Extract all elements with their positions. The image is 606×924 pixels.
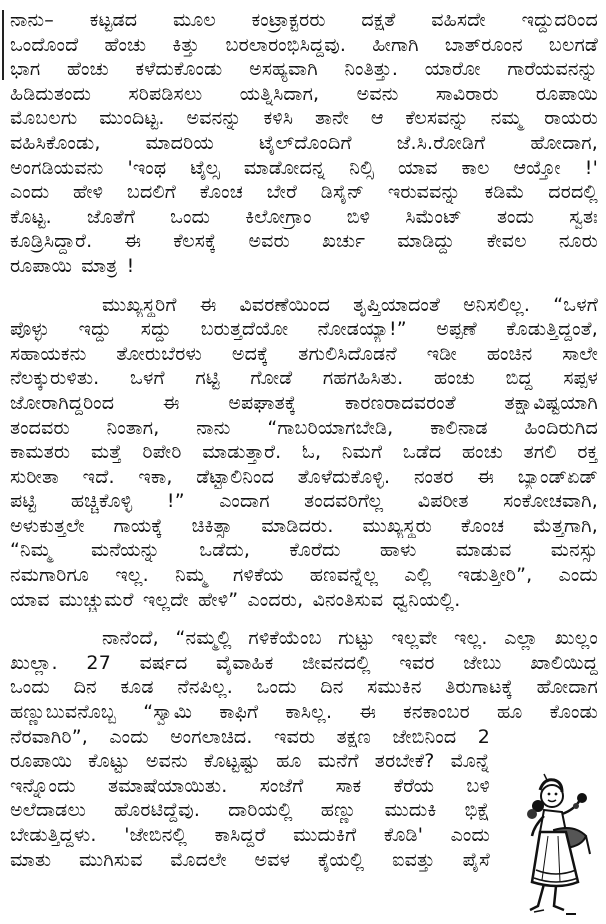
- paragraph-1: [10, 8, 598, 279]
- text-line: ಖುಲ್ಲಾ. 27 ವರ್ಷದ ವೈವಾಹಿಕ ಜೀವನದಲ್ಲಿ ಇವರ ಜೇಬು ಖಾಲಿಯಿದ್ದ: [10, 651, 598, 674]
- text-line: ಬೇಡುತ್ತಿದ್ದಳು. 'ಜೇಬಿನಲ್ಲಿ ಕಾಸಿದ್ದರೆ ಮುದುಕಿಗೆ ಕೊಡಿ' ಎಂದು: [10, 824, 490, 846]
- text-line: ಅಂಗಡಿಯವನು 'ಇಂಥ ಟೈಲ್ಸ ಮಾಡೋದನ್ನ ನಿಲ್ಸಿ ಯಾವ ಕಾಲ ಆಯ್ತೋ !': [10, 156, 598, 179]
- text-line: ವಹಿಸಿಕೊಂಡು, ಮಾದರಿಯ ಟೈಲ್‌ದೊಂದಿಗೆ ಜೆ.ಸಿ.ರೋಡಿಗೆ ಹೋದಾಗ,: [10, 131, 598, 154]
- text-line: ಎಂದು ಹೇಳಿ ಬದಲಿಗೆ ಕೊಂಚ ಬೇರೆ ಡಿಸೈನ್ ಇರುವವನ್ನು ಕಡಿಮೆ ದರದಲ್ಲಿ: [10, 181, 598, 204]
- text-line: ಮಾತು ಮುಗಿಸುವ ಮೊದಲೇ ಅವಳ ಕೈಯಲ್ಲಿ ಐವತ್ತು ಪೈಸೆ: [10, 848, 490, 871]
- text-line: ಸಹಾಯಕನು ತೋರುಬೆರಳು ಅದಕ್ಕೆ ತಗುಲಿಸಿದೊಡನೆ ಇಡೀ ಹಂಚಿನ ಸಾಲೇ: [10, 342, 598, 365]
- text-line: ಇನ್ನೊಂದು ತಮಾಷೆಯಾಯಿತು. ಸಂಜೆಗೆ ಸಾಕ ಕೆರೆಯ ಬಳಿ: [10, 774, 490, 797]
- margin-rule: [2, 10, 4, 80]
- text-line: ತಂದವರು ನಿಂತಾಗ, ನಾನು “ಗಾಬರಿಯಾಗಬೇಡಿ, ಕಾಲಿನಾಡ ಹಿಂದಿರುಗಿದ: [10, 416, 598, 439]
- text-line: ಒಂದು ದಿನ ಕೂಡ ನೆನಪಿಲ್ಲ. ಒಂದು ದಿನ ಸಮುಕಿನ ತಿರುಗಾಟಕ್ಕೆ ಹೋದಾಗ: [10, 676, 598, 699]
- text-line: ನಾನು– ಕಟ್ಟಡದ ಮೂಲ ಕಂಟ್ರಾಕ್ಟರರು ದಕ್ಷತೆ ವಹಿಸದೇ ಇದ್ದುದರಿಂದ: [10, 9, 598, 31]
- text-line: ಪೊಳ್ಳು ಇದ್ದು ಸದ್ದು ಬರುತ್ತದೆಯೋ ನೋಡಯ್ಯಾ!” ಅಪ್ಪಣೆ ಕೊಡುತ್ತಿದ್ದಂತೆ,: [10, 318, 598, 341]
- text-line: ಮುಖ್ಯಸ್ಥರಿಗೆ ಈ ವಿವರಣೆಯಿಂದ ತೃಪ್ತಿಯಾದಂತೆ ಅನಿಸಲಿಲ್ಲ. “ಒಳಗೆ: [102, 293, 598, 316]
- text-line: ನೆರವಾಗಿರಿ”, ಎಂದು ಅಂಗಲಾಚಿದ. ಇವರು ತಕ್ಷಣ ಜೇಬಿನಿಂದ 2: [10, 725, 490, 748]
- text-line: ಅಲೆದಾಡಲು ಹೊರಟಿದ್ದೆವು. ದಾರಿಯಲ್ಲಿ ಹಣ್ಣು ಮುದುಕಿ ಭಿಕ್ಷೆ: [10, 799, 490, 822]
- text-line: ಕಾಮತರು ಮತ್ತೆ ರಿಪೇರಿ ಮಾಡುತ್ತಾರೆ. ಓ, ನಿಮಗೆ ಒಡೆದ ಹಂಚು ತಗಲಿ ರಕ್ತ: [10, 441, 598, 464]
- text-line: ರೂಪಾಯಿ ಮಾತ್ರ !: [10, 254, 135, 277]
- text-line: ಭಾಗ ಹೆಂಚು ಕಳೆದುಕೊಂಡು ಅಸಹ್ಯವಾಗಿ ನಿಂತಿತ್ತು. ಯಾರೋ ಗಾರೆಯವನನ್ನು: [10, 58, 598, 81]
- text-line: ನಮಗಾರಿಗೂ ಇಲ್ಲ. ನಿಮ್ಮ ಗಳಿಕೆಯ ಹಣವನ್ನೆಲ್ಲ ಎಲ್ಲಿ ಇಡುತ್ತೀರಿ”, ಎಂದು: [10, 564, 598, 587]
- text-line: ಪಟ್ಟಿ ಹಚ್ಚಿಕೊಳ್ಳಿ !” ಎಂದಾಗ ತಂದವರಿಗೆಲ್ಲ ವಿಪರೀತ ಸಂಕೋಚವಾಗಿ,: [10, 490, 598, 513]
- text-line: ಕೊಟ್ಟ. ಜೊತೆಗೆ ಒಂದು ಕಿಲೋಗ್ರಾಂ ಬಿಳಿ ಸಿಮೆಂಟ್ ತಂದು ಸ್ವತಃ: [10, 205, 598, 228]
- paragraph-2: [10, 293, 598, 613]
- article-body: [10, 8, 598, 872]
- text-line: ಯಾವ ಮುಚ್ಚುಮರೆ ಇಲ್ಲದೇ ಹೇಳಿ” ಎಂದರು, ವಿನಂತಿಸುವ ಧ್ವನಿಯಲ್ಲಿ.: [10, 588, 461, 611]
- text-line: ಹಿಡಿದುತಂದು ಸರಿಪಡಿಸಲು ಯತ್ನಿಸಿದಾಗ, ಅವನು ಸಾವಿರಾರು ರೂಪಾಯಿ: [10, 82, 598, 105]
- text-line: ಅಳುಕುತ್ತಲೇ ಗಾಯಕ್ಕೆ ಚಿಕಿತ್ಸಾ ಮಾಡಿದರು. ಮುಖ್ಯಸ್ಥರು ಕೊಂಚ ಮೆತ್ತಗಾಗಿ,: [10, 514, 598, 537]
- text-line: ರೂಪಾಯಿ ಕೊಟ್ಟು ಅವನು ಕೊಟ್ಟಷ್ಟು ಹೂ ಮನೆಗೆ ತರಬೇಕೆ? ಮೊನ್ನೆ: [10, 750, 490, 773]
- dancing-figure-icon: [510, 770, 600, 920]
- text-line: ನೆಲಕ್ಕುರುಳಿತು. ಒಳಗೆ ಗಟ್ಟಿ ಗೋಡೆ ಗಹಗಹಿಸಿತು. ಹಂಚು ಬಿದ್ದ ಸಪ್ಪಳ: [10, 367, 598, 390]
- text-line: ಒಂದೊಂದೆ ಹೆಂಚು ಕಿತ್ತು ಬರಲಾರಂಭಿಸಿದ್ದವು. ಹೀಗಾಗಿ ಬಾತ್‌ರೂಂನ ಬಲಗಡೆ: [10, 33, 598, 56]
- text-line: ಹಣ್ಣುಬುವನೊಬ್ಬ “ಸ್ವಾಮಿ ಕಾಫಿಗೆ ಕಾಸಿಲ್ಲ. ಈ ಕನಕಾಂಬರ ಹೂ ಕೊಂಡು: [10, 701, 598, 724]
- text-line: ಜೋರಾಗಿದ್ದರಿಂದ ಈ ಅಪಘಾತಕ್ಕೆ ಕಾರಣರಾದವರಂತೆ ತಕ್ಷಾವಿಷ್ಟಯಾಗಿ: [10, 391, 598, 414]
- text-line: ನಾನೆಂದೆ, “ನಮ್ಮಲ್ಲಿ ಗಳಿಕೆಯೆಂಬ ಗುಟ್ಟು ಇಲ್ಲವೇ ಇಲ್ಲ. ಎಲ್ಲಾ ಖುಲ್ಲಂ: [102, 627, 598, 650]
- text-line: “ನಿಮ್ಮ ಮನೆಯನ್ನು ಒಡೆದು, ಕೊರೆದು ಹಾಳು ಮಾಡುವ ಮನಸ್ಸು: [10, 539, 598, 562]
- text-line: ಕೂಡ್ರಿಸಿದ್ದಾರೆ. ಈ ಕೆಲಸಕ್ಕೆ ಅವರು ಖರ್ಚು ಮಾಡಿದ್ದು ಕೇವಲ ನೂರು: [10, 230, 598, 253]
- text-line: ಮೊಬಲಗು ಮುಂದಿಟ್ಟ. ಅವನನ್ನು ಕಳಿಸಿ ತಾನೇ ಆ ಕೆಲಸವನ್ನು ನಮ್ಮ ರಾಯರು: [10, 107, 598, 130]
- text-line: ಸುರೀತಾ ಇದೆ. ಇಕಾ, ಡೆಟ್ಟಾಲಿನಿಂದ ತೊಳೆದುಕೊಳ್ಳಿ. ನಂತರ ಈ ಬ್ಯಾಂಡ್‌ಏಡ್: [10, 465, 598, 488]
